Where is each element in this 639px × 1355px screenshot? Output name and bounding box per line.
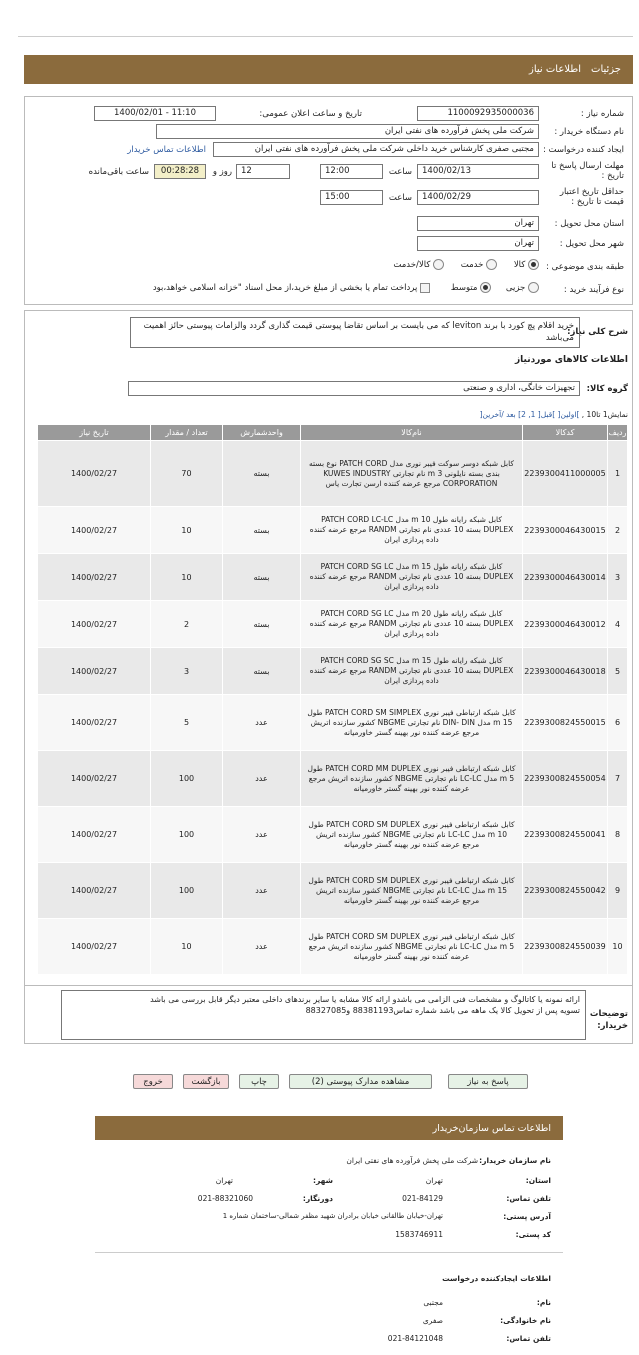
- cat-goods-radio[interactable]: [528, 259, 539, 270]
- item-name-cell: کابل شبکه ارتباطی فیبر نوری PATCH CORD SM DUPLEX طول 10 m مدل LC-LC نام تجارتی NBGME کشور سازنده اتریش مرجع عرضه کننده نور بهینه گستر خاورمیانه: [301, 807, 523, 863]
- need-info-panel: [24, 96, 633, 305]
- col-name: نام‌کالا: [301, 425, 523, 441]
- creator-name: مجتبی: [423, 1298, 443, 1307]
- col-row: ردیف: [608, 425, 628, 441]
- contact-org: شرکت ملی پخش فرآورده های نفتی ایران: [346, 1156, 478, 1165]
- contact-province: تهران: [425, 1176, 443, 1185]
- validity-time-field: 15:00: [320, 190, 383, 205]
- contact-divider: [95, 1252, 563, 1253]
- quantity-cell: 10: [151, 507, 223, 554]
- item-code-cell: 2239300824550041: [523, 807, 608, 863]
- table-row: [38, 601, 628, 648]
- cat-goods-service-radio[interactable]: [433, 259, 444, 270]
- validity-date-field: 1400/02/29: [417, 190, 539, 205]
- category-options: [393, 259, 539, 270]
- item-code-cell: 2239300046430012: [523, 601, 608, 648]
- table-row: [38, 863, 628, 919]
- table-row: [38, 807, 628, 863]
- need-date-cell: 1400/02/27: [38, 919, 151, 975]
- notes-line-1: ارائه نمونه یا کاتالوگ و مشخصات فنی الزامی می باشدو ارائه کالا مشابه یا سایر برندهای داخلی معتبر دیگر قابل بررسی می باشد: [150, 995, 580, 1004]
- tab-details[interactable]: جزئیات: [591, 64, 621, 75]
- unit-cell: بسته: [223, 507, 301, 554]
- process-label: نوع فرآیند خرید :: [563, 285, 624, 295]
- creator-family: صفری: [422, 1316, 443, 1325]
- group-field: تجهیزات خانگی، اداری و صنعتی: [128, 381, 580, 396]
- reply-button[interactable]: پاسخ به نیاز: [448, 1074, 528, 1089]
- exit-button[interactable]: خروج: [133, 1074, 173, 1089]
- notes-box: [61, 990, 586, 1040]
- contact-city-label: شهر:: [313, 1176, 333, 1185]
- item-code-cell: 2239300046430014: [523, 554, 608, 601]
- table-row: [38, 507, 628, 554]
- item-name-cell: کابل شبکه رایانه طول 10 m مدل PATCH CORD LC-LC DUPLEX بسته 10 عددی نام تجارتی RANDM مرجع عرضه کننده داده پردازی ایران: [301, 507, 523, 554]
- remaining-time: 00:28:28: [154, 164, 206, 179]
- quantity-cell: 100: [151, 751, 223, 807]
- summary-text: خرید اقلام پچ کورد با برند leviton که می بایست بر اساس تقاضا پیوستی قیمت گذاری گردد والزامات پیوستی حائز اهمیت می‌باشد: [130, 317, 580, 348]
- announce-field: 1400/02/01 - 11:10: [94, 106, 216, 121]
- row-number-cell: 9: [608, 863, 628, 919]
- item-name-cell: کابل شبکه ارتباطی فیبر نوری PATCH CORD SM DUPLEX طول 15 m مدل LC-LC نام تجارتی NBGME کشور سازنده اتریش مرجع عرضه کننده نور بهینه گستر خاورمیانه: [301, 863, 523, 919]
- goods-panel: [24, 310, 633, 986]
- page-header: [24, 55, 633, 84]
- creator-title: اطلاعات ایجادکننده درخواست: [442, 1274, 551, 1283]
- item-name-cell: کابل شبکه ارتباطی فیبر نوری PATCH CORD MM DUPLEX طول 5 m مدل LC-LC نام تجارتی NBGME کشور سازنده اتریش مرجع عرضه کننده نور بهینه گستر خاورمیانه: [301, 751, 523, 807]
- contact-phone-label: تلفن تماس:: [506, 1194, 551, 1203]
- notes-panel: [24, 986, 633, 1044]
- table-row: [38, 695, 628, 751]
- unit-cell: عدد: [223, 863, 301, 919]
- contact-section: [95, 1150, 563, 1350]
- days-label: روز و: [212, 167, 232, 177]
- back-button[interactable]: بازگشت: [183, 1074, 229, 1089]
- item-code-cell: 2239300046430018: [523, 648, 608, 695]
- pager-links[interactable]: ]اولین[ ]قبل[ 1, 2] بعد /آخرین[: [479, 410, 580, 419]
- quantity-cell: 10: [151, 919, 223, 975]
- unit-cell: بسته: [223, 441, 301, 507]
- unit-cell: بسته: [223, 601, 301, 648]
- contact-header: اطلاعات تماس سازمان‌خریدار: [95, 1116, 563, 1140]
- cat-goods-service-label: کالا/خدمت: [393, 260, 431, 270]
- quantity-cell: 3: [151, 648, 223, 695]
- cat-goods-label: کالا: [513, 260, 526, 270]
- goods-table-wrap: [37, 424, 628, 975]
- row-number-cell: 7: [608, 751, 628, 807]
- proc-medium-radio[interactable]: [480, 282, 491, 293]
- proc-minor-label: جزیی: [505, 283, 526, 293]
- creator-name-label: نام:: [536, 1298, 551, 1307]
- contact-fax-label: دورنگار:: [302, 1194, 333, 1203]
- row-number-cell: 8: [608, 807, 628, 863]
- process-options: [153, 282, 539, 293]
- need-date-cell: 1400/02/27: [38, 507, 151, 554]
- buyer-org-label: نام دستگاه خریدار :: [554, 127, 624, 137]
- cat-service-label: خدمت: [460, 260, 484, 270]
- col-qty: تعداد / مقدار: [151, 425, 223, 441]
- goods-table-header: [38, 425, 628, 441]
- item-code-cell: 2239300824550054: [523, 751, 608, 807]
- item-code-cell: 2239300824550042: [523, 863, 608, 919]
- need-number-label: شماره نیاز :: [580, 109, 624, 119]
- contact-address: تهران-خیابان طالقانی خیابان برادران شهید مظفر شمالی-ساختمان شماره 1: [222, 1212, 443, 1220]
- city-label: شهر محل تحویل :: [559, 239, 624, 249]
- goods-title: اطلاعات کالاهای موردنیاز: [514, 355, 628, 365]
- creator-family-label: نام خانوادگی:: [500, 1316, 551, 1325]
- row-number-cell: 3: [608, 554, 628, 601]
- item-code-cell: 2239300824550015: [523, 695, 608, 751]
- cat-service-radio[interactable]: [486, 259, 497, 270]
- tab-need-info[interactable]: اطلاعات نیاز: [529, 64, 582, 75]
- province-label: استان محل تحویل :: [554, 219, 624, 229]
- deadline-date-field: 1400/02/13: [417, 164, 539, 179]
- item-code-cell: 2239300046430015: [523, 507, 608, 554]
- city-field: تهران: [417, 236, 539, 251]
- need-date-cell: 1400/02/27: [38, 554, 151, 601]
- table-row: [38, 648, 628, 695]
- contact-province-label: استان:: [525, 1176, 551, 1185]
- contact-org-label: نام سازمان خریدار:: [479, 1156, 551, 1165]
- item-name-cell: کابل شبکه ارتباطی فیبر نوری PATCH CORD SM SIMPLEX طول 15 m مدل DIN- DIN نام تجارتی NBGME کشور سازنده اتریش مرجع عرضه کننده نور بهینه گستر خاورمیانه: [301, 695, 523, 751]
- notes-label: توضیحات خریدار:: [589, 1009, 628, 1031]
- need-date-cell: 1400/02/27: [38, 695, 151, 751]
- need-date-cell: 1400/02/27: [38, 601, 151, 648]
- buyer-contact-link[interactable]: اطلاعات تماس خریدار: [127, 145, 206, 155]
- row-number-cell: 5: [608, 648, 628, 695]
- deadline-time-label: ساعت: [388, 167, 412, 177]
- unit-cell: عدد: [223, 751, 301, 807]
- buyer-org-field: شرکت ملی پخش فرآورده های نفتی ایران: [156, 124, 539, 139]
- unit-cell: بسته: [223, 554, 301, 601]
- need-date-cell: 1400/02/27: [38, 807, 151, 863]
- payment-note: پرداخت تمام یا بخشی از مبلغ خرید،از محل اسناد "خزانه اسلامی خواهد،بود: [152, 283, 418, 293]
- summary-label: شرح کلی نیاز:: [567, 327, 628, 337]
- need-date-cell: 1400/02/27: [38, 441, 151, 507]
- col-date: تاریخ نیاز: [38, 425, 151, 441]
- row-number-cell: 2: [608, 507, 628, 554]
- category-label: طبقه بندی موضوعی :: [546, 262, 624, 272]
- quantity-cell: 10: [151, 554, 223, 601]
- item-code-cell: 2239300824550039: [523, 919, 608, 975]
- announce-label: تاریخ و ساعت اعلان عمومی:: [259, 109, 362, 119]
- contact-city: تهران: [215, 1176, 233, 1185]
- row-number-cell: 4: [608, 601, 628, 648]
- row-number-cell: 6: [608, 695, 628, 751]
- contact-postal: 1583746911: [395, 1230, 443, 1239]
- notes-line-2: تسویه پس از تحویل کالا یک ماهه می باشد شماره تماس88381193 و88327085: [305, 1006, 580, 1015]
- validity-label: حداقل تاریخ اعتبار قیمت تا تاریخ :: [559, 187, 624, 207]
- days-field: 12: [236, 164, 290, 179]
- table-row: [38, 554, 628, 601]
- remaining-label: ساعت باقی‌مانده: [88, 167, 149, 177]
- quantity-cell: 5: [151, 695, 223, 751]
- table-row: [38, 919, 628, 975]
- requester-label: ایجاد کننده درخواست :: [542, 145, 624, 155]
- quantity-cell: 100: [151, 807, 223, 863]
- col-code: کدکالا: [523, 425, 608, 441]
- need-number-field: 1100092935000036: [417, 106, 539, 121]
- group-label: گروه کالا:: [586, 384, 628, 394]
- item-name-cell: کابل شبکه رایانه طول 20 m مدل PATCH CORD SG LC DUPLEX بسته 10 عددی نام تجارتی RANDM مرجع عرضه کننده داده پردازی ایران: [301, 601, 523, 648]
- item-name-cell: کابل شبکه رایانه طول 15 m مدل PATCH CORD SG LC DUPLEX بسته 10 عددی نام تجارتی RANDM مرجع عرضه کننده داده پردازی ایران: [301, 554, 523, 601]
- province-field: تهران: [417, 216, 539, 231]
- goods-table: [37, 424, 628, 975]
- contact-fax: 021-88321060: [197, 1194, 253, 1203]
- table-row: [38, 751, 628, 807]
- need-date-cell: 1400/02/27: [38, 751, 151, 807]
- deadline-label: مهلت ارسال پاسخ تا تاریخ :: [551, 161, 624, 181]
- quantity-cell: 2: [151, 601, 223, 648]
- unit-cell: عدد: [223, 919, 301, 975]
- treasury-checkbox[interactable]: [420, 283, 430, 293]
- proc-minor-radio[interactable]: [528, 282, 539, 293]
- pager: [480, 410, 628, 419]
- unit-cell: عدد: [223, 807, 301, 863]
- contact-postal-label: کد پستی:: [515, 1230, 551, 1239]
- row-number-cell: 10: [608, 919, 628, 975]
- contact-address-label: آدرس پستی:: [503, 1212, 551, 1221]
- need-date-cell: 1400/02/27: [38, 863, 151, 919]
- row-number-cell: 1: [608, 441, 628, 507]
- print-button[interactable]: چاپ: [239, 1074, 279, 1089]
- table-row: [38, 441, 628, 507]
- need-date-cell: 1400/02/27: [38, 648, 151, 695]
- quantity-cell: 100: [151, 863, 223, 919]
- col-unit: واحدشمارش: [223, 425, 301, 441]
- item-code-cell: 2239300411000005: [523, 441, 608, 507]
- quantity-cell: 70: [151, 441, 223, 507]
- item-name-cell: کابل شبکه ارتباطی فیبر نوری PATCH CORD SM DUPLEX طول 5 m مدل LC-LC نام تجارتی NBGME کشور سازنده اتریش مرجع عرضه کننده نور بهینه گستر خاورمیانه: [301, 919, 523, 975]
- creator-phone-label: تلفن تماس:: [506, 1334, 551, 1343]
- pager-info: نمایش1 تا10 ,: [581, 410, 628, 419]
- deadline-time-field: 12:00: [320, 164, 383, 179]
- item-name-cell: کابل شبکه دوسر سوکت فیبر نوری مدل PATCH CORD نوع بسته بندی بسته نایلونی 3 m نام تجارتی KUWES INDUSTRY CORPORATION مرجع عرضه کننده ارسن تجارت یاس: [301, 441, 523, 507]
- top-divider: [18, 36, 633, 37]
- creator-phone: 021-84121048: [387, 1334, 443, 1343]
- view-documents-button[interactable]: مشاهده مدارک پیوستی (2): [289, 1074, 432, 1089]
- contact-phone: 021-84129: [402, 1194, 443, 1203]
- requester-field: مجتبی صفری کارشناس خرید داخلی شرکت ملی پخش فرآورده های نفتی ایران: [213, 142, 539, 157]
- unit-cell: بسته: [223, 648, 301, 695]
- unit-cell: عدد: [223, 695, 301, 751]
- item-name-cell: کابل شبکه رایانه طول 15 m مدل PATCH CORD SG SC DUPLEX بسته 10 عددی نام تجارتی RANDM مرجع عرضه کننده داده پردازی ایران: [301, 648, 523, 695]
- validity-time-label: ساعت: [388, 193, 412, 203]
- proc-medium-label: متوسط: [450, 283, 478, 293]
